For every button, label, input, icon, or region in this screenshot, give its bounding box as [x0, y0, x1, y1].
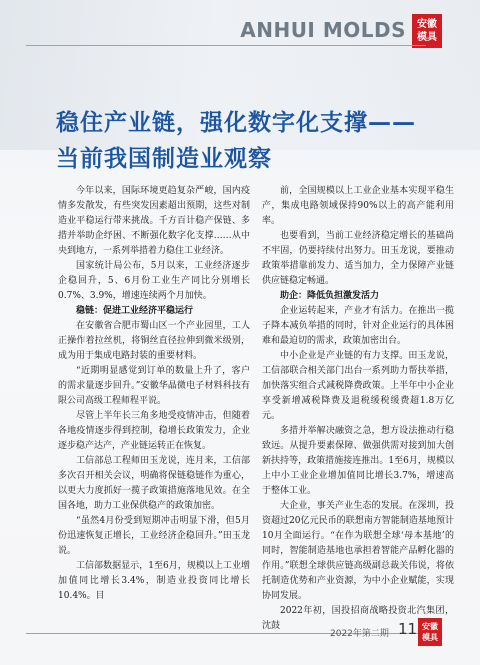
issue-label: 2022年第二期: [330, 629, 389, 639]
body-paragraph: 今年以来，国际环境更趋复杂严峻，国内疫情多发散发，有些突发因素超出预期，这些对制造业平稳运行带来挑战。千方百计稳产保链、多措并举助企纾困、不断强化数字化支撑……从中央到地方，一系列举措着力稳住工业经济。: [58, 186, 250, 256]
body-paragraph: 多措并举解决融资之急，想方设法推动行稳致远。从提升要素保障、做强供需对接到加大创新扶持等，政策措施接连推出。1至6月，规模以上中小工业企业增加值同比增长3.7%，增速高于整体工业。: [262, 426, 454, 496]
article-title: 稳住产业链，强化数字化支撑——当前我国制造业观察: [56, 110, 416, 172]
badge-line-1: 安徽: [417, 19, 437, 30]
section-heading: 稳链：促进工业经济平稳运行: [76, 306, 194, 316]
right-column: [262, 184, 454, 634]
footer-badge-line-2: 模具: [422, 633, 438, 642]
badge-line-2: 模具: [417, 32, 437, 43]
footer-badge: [418, 618, 442, 646]
body-paragraph: 企业运转起来，产业才有活力。在推出一揽子降本减负举措的同时，针对企业运行的具体困难和最迫切的需求，政策加密出台。: [262, 306, 454, 346]
brand-badge: [412, 14, 442, 48]
section-heading: 助企：降低负担激发活力: [280, 291, 380, 301]
body-paragraph: 前，全国规模以上工业企业基本实现平稳生产，集成电路领域保持90%以上的高产能利用率。: [262, 186, 454, 226]
brand-logo-text: ANHUI MOLDS: [240, 18, 406, 42]
body-paragraph: 在安徽省合肥市蜀山区一个产业园里，工人正操作着拉丝机，将铜丝直径拉伸到微米级别，成为用于集成电路封装的重要材料。: [58, 321, 250, 361]
body-paragraph: 工信部数据显示，1至6月，规模以上工业增加值同比增长3.4%，制造业投资同比增长10.4%。目: [58, 561, 250, 601]
body-paragraph: 大企业，事关产业生态的发展。在深圳，投资超过20亿元民币的联想南方智能制造基地预计10月全面运行。“在作为联想全球‘母本基地’的同时，智能制造基地也承担着智能产品孵化器的作用。”联想全球供应链高级副总裁关伟说，将依托制造优势和产业资源，为中小企业赋能，实现协同发展。: [262, 501, 454, 601]
body-paragraph: 2022年初，国投招商战略投资北汽集团，沈鼓: [262, 606, 454, 631]
body-paragraph: 工信部总工程师田玉龙说，连月来，工信部多次召开相关会议，明确将保链稳链作为重心，以更大力度抓好一揽子政策措施落地见效。在全国各地，助力工业保供稳产的政策加密。: [58, 456, 250, 511]
body-paragraph: 中小企业是产业链的有力支撑。田玉龙说，工信部联合相关部门出台一系列助力帮扶举措，加快落实组合式减税降费政策。上半年中小企业享受新增减税降费及退税缓税缓费超1.8万亿元。: [262, 351, 454, 421]
header-divider: [26, 45, 426, 46]
body-paragraph: 尽管上半年长三角多地受疫情冲击，但随着各地疫情逐步得到控制，稳增长政策发力，企业逐步稳产达产，产业链运转正在恢复。: [58, 411, 250, 451]
body-paragraph: “近期明显感觉到订单的数量上升了，客户的需求量逐步回升。”安徽华晶微电子材料科技有限公司高级工程师程平说。: [58, 366, 250, 406]
body-paragraph: 也要看到，当前工业经济稳定增长的基础尚不牢固，仍要持续付出努力。田玉龙说，要推动政策举措靠前发力、适当加力，全力保障产业链供应链稳定畅通。: [262, 231, 454, 286]
body-paragraph: “虽然4月份受到短期冲击明显下滑，但5月份迅速恢复正增长，工业经济企稳回升。”田玉龙说。: [58, 516, 250, 556]
footer-badge-line-1: 安徽: [422, 622, 438, 631]
left-column: [58, 184, 250, 604]
page-number: 11: [398, 620, 418, 638]
body-paragraph: 国家统计局公布，5月以来，工业经济逐步企稳回升，5、6月份工业生产同比分别增长0.7%、3.9%，增速连续两个月加快。: [58, 261, 250, 301]
